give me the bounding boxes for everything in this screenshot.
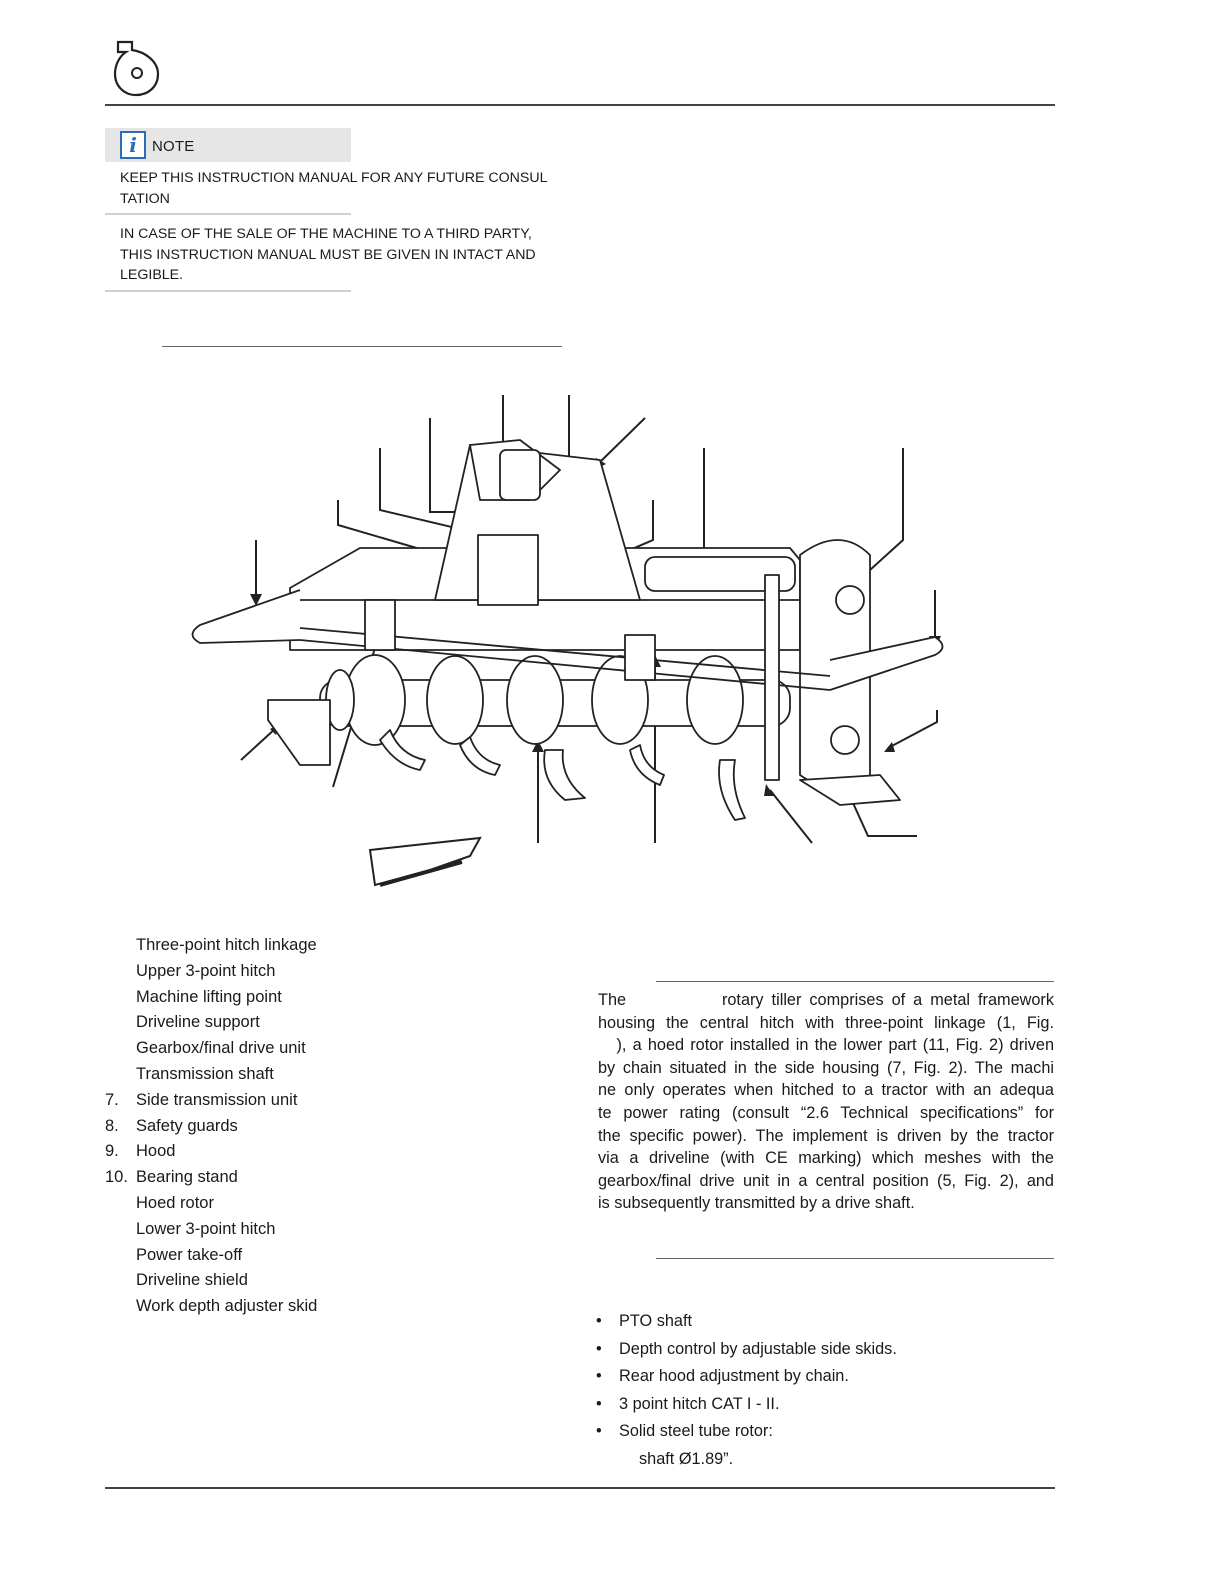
legend-item: Upper 3-point hitch [136, 961, 276, 980]
note-line: TATION [120, 190, 170, 207]
note-line: IN CASE OF THE SALE OF THE MACHINE TO A THIRD PARTY, [120, 226, 532, 242]
section-rule [656, 981, 1054, 982]
brand-logo [112, 40, 164, 98]
description-line: The rotary tiller comprises of a metal framework [598, 991, 1054, 1009]
footer-rule [105, 1487, 1055, 1489]
legend-item: Driveline support [136, 1013, 260, 1032]
legend-item: Three-point hitch linkage [136, 936, 317, 954]
rotary-tiller-figure [170, 385, 970, 895]
legend-item: Power take-off [136, 1245, 243, 1264]
legend-item: Machine lifting point [136, 987, 282, 1006]
legend-item: Gearbox/final drive unit [136, 1039, 306, 1058]
note-divider [105, 290, 351, 292]
header-rule [105, 104, 1055, 106]
legend-item: Lower 3-point hitch [136, 1219, 276, 1238]
description-line: the specific power). The implement is driven by the tractor [598, 1126, 1054, 1145]
note-line: THIS INSTRUCTION MANUAL MUST BE GIVEN IN INTACT AND [120, 246, 536, 263]
note-text-2 [120, 224, 536, 286]
legend-item: 7. Side transmission unit [105, 1090, 298, 1109]
note-line: LEGIBLE. [120, 267, 184, 283]
section-rule [162, 346, 562, 347]
info-icon: i [120, 131, 146, 159]
description-line: ), a hoed rotor installed in the lower part (11, Fig. 2) driven [598, 1036, 1054, 1055]
description-line: housing the central hitch with three-point linkage (1, Fig. [598, 1013, 1054, 1032]
description-line: via a driveline (with CE marking) which meshes with the [598, 1149, 1054, 1168]
note-divider [105, 213, 351, 215]
legend-item: 9. Hood [105, 1142, 176, 1161]
legend-item: 8. Safety guards [105, 1116, 238, 1135]
legend-item: Transmission shaft [136, 1064, 274, 1083]
legend-item: Work depth adjuster skid [136, 1297, 318, 1316]
section-rule [656, 1258, 1054, 1259]
legend-item: Hoed rotor [136, 1193, 214, 1212]
legend-item: 10. Bearing stand [105, 1168, 238, 1187]
components-legend [105, 933, 405, 1320]
description-line: by chain situated in the side housing (7, Fig. 2). The machi [598, 1058, 1054, 1077]
description-line: ne only operates when hitched to a tractor with an adequa [598, 1081, 1054, 1100]
legend-item: Driveline shield [136, 1271, 248, 1290]
note-line: KEEP THIS INSTRUCTION MANUAL FOR ANY FUTURE CONSUL [120, 170, 548, 186]
description-line: is subsequently transmitted by a drive shaft. [598, 1194, 915, 1213]
description-line: te power rating (consult “2.6 Technical specifications” for [598, 1103, 1054, 1122]
description-paragraph [598, 989, 1054, 1215]
note-text-1 [120, 168, 548, 209]
note-label: NOTE [152, 138, 195, 155]
description-line: gearbox/final drive unit in a central position (5, Fig. 2), and [598, 1171, 1054, 1190]
